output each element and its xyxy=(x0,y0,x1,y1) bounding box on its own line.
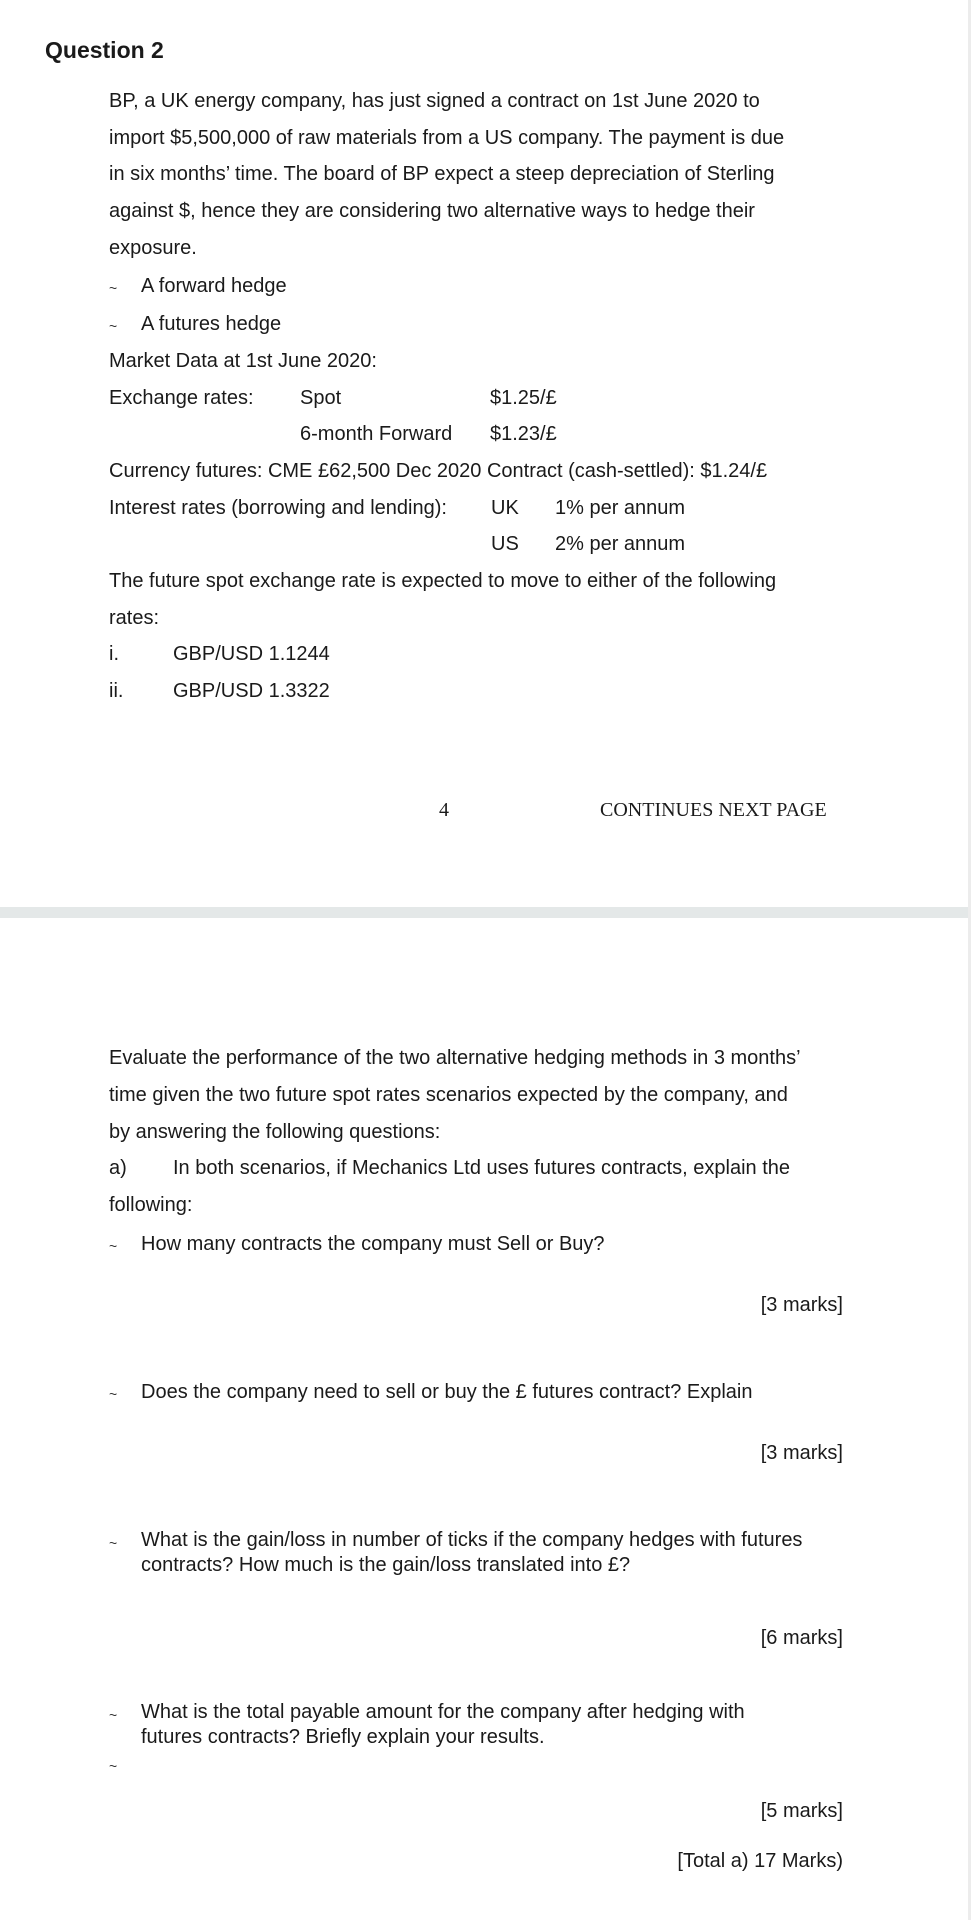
exchange-rates-label: Exchange rates: xyxy=(109,387,254,409)
marks-label: [6 marks] xyxy=(760,1627,843,1649)
future-spot-text: The future spot exchange rate is expected to move to either of the following xyxy=(109,570,777,592)
bullet-marker: ~ xyxy=(109,1238,118,1254)
bullet-marker: ~ xyxy=(109,1535,118,1551)
intro-line: import $5,500,000 of raw materials from a US company. The payment is due xyxy=(109,127,785,149)
scenario-rate: GBP/USD 1.1244 xyxy=(173,643,330,665)
marks-label: [5 marks] xyxy=(760,1800,843,1822)
scenario-rate: GBP/USD 1.3322 xyxy=(173,680,330,702)
question-text: futures contracts? Briefly explain your results. xyxy=(141,1726,545,1748)
uk-label: UK xyxy=(491,497,519,519)
part-a-text: In both scenarios, if Mechanics Ltd uses futures contracts, explain the xyxy=(173,1157,790,1179)
option-futures-hedge: A futures hedge xyxy=(141,313,282,335)
intro-line: exposure. xyxy=(109,237,197,259)
intro-line: BP, a UK energy company, has just signed a contract on 1st June 2020 to xyxy=(109,90,760,112)
scenario-number: i. xyxy=(109,643,119,665)
scenario-number: ii. xyxy=(109,680,124,702)
currency-futures-line: Currency futures: CME £62,500 Dec 2020 Contract (cash-settled): $1.24/£ xyxy=(109,460,768,482)
marks-label: [3 marks] xyxy=(760,1442,843,1464)
future-spot-text: rates: xyxy=(109,607,160,629)
intro-line: against $, hence they are considering two alternative ways to hedge their xyxy=(109,200,755,222)
evaluate-line: by answering the following questions: xyxy=(109,1121,441,1143)
page-number: 4 xyxy=(439,799,449,821)
forward-value: $1.23/£ xyxy=(490,423,557,445)
bullet-marker: ~ xyxy=(109,1386,118,1402)
evaluate-line: time given the two future spot rates scenarios expected by the company, and xyxy=(109,1084,788,1106)
market-data-heading: Market Data at 1st June 2020: xyxy=(109,350,377,372)
page-divider xyxy=(0,907,971,918)
bullet-marker: ~ xyxy=(109,1707,118,1723)
question-text: Does the company need to sell or buy the £ futures contract? Explain xyxy=(141,1381,753,1403)
interest-rates-label: Interest rates (borrowing and lending): xyxy=(109,497,447,519)
question-title: Question 2 xyxy=(45,37,164,63)
option-forward-hedge: A forward hedge xyxy=(141,275,287,297)
intro-line: in six months’ time. The board of BP expect a steep depreciation of Sterling xyxy=(109,163,775,185)
spot-label: Spot xyxy=(300,387,342,409)
question-text: How many contracts the company must Sell or Buy? xyxy=(141,1233,605,1255)
part-a-continuation: following: xyxy=(109,1194,193,1216)
bullet-marker: ~ xyxy=(109,280,118,296)
continues-next-page: CONTINUES NEXT PAGE xyxy=(600,799,827,821)
question-text: What is the gain/loss in number of ticks if the company hedges with futures xyxy=(141,1529,803,1551)
bullet-marker: ~ xyxy=(109,318,118,334)
us-label: US xyxy=(491,533,519,555)
us-rate: 2% per annum xyxy=(555,533,686,555)
question-text: contracts? How much is the gain/loss translated into £? xyxy=(141,1554,631,1576)
evaluate-line: Evaluate the performance of the two alternative hedging methods in 3 months’ xyxy=(109,1047,801,1069)
uk-rate: 1% per annum xyxy=(555,497,686,519)
bullet-marker: ~ xyxy=(109,1758,118,1774)
part-a-label: a) xyxy=(109,1157,127,1179)
spot-value: $1.25/£ xyxy=(490,387,557,409)
forward-label: 6-month Forward xyxy=(300,423,453,445)
total-marks: [Total a) 17 Marks) xyxy=(677,1850,843,1872)
question-text: What is the total payable amount for the company after hedging with xyxy=(141,1701,745,1723)
marks-label: [3 marks] xyxy=(760,1294,843,1316)
